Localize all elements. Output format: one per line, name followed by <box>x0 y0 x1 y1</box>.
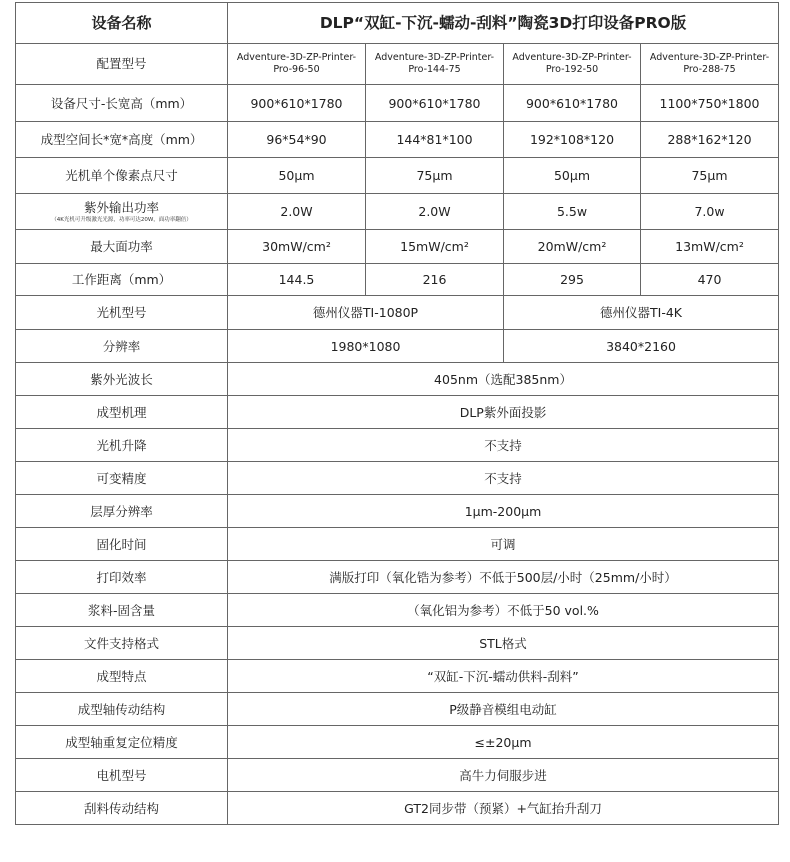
cell: 75μm <box>641 158 779 194</box>
cell: 75μm <box>366 158 504 194</box>
cell: 不支持 <box>228 462 779 495</box>
cell: DLP紫外面投影 <box>228 396 779 429</box>
cell: 50μm <box>228 158 366 194</box>
cell: 900*610*1780 <box>504 85 641 122</box>
cell: 295 <box>504 264 641 296</box>
cell: 高牛力伺服步进 <box>228 759 779 792</box>
row-label: 电机型号 <box>16 759 228 792</box>
cell: 288*162*120 <box>641 122 779 158</box>
cell: Adventure-3D-ZP-Printer-Pro-288-75 <box>641 44 779 85</box>
table-row <box>16 44 779 85</box>
cell: 德州仪器TI-1080P <box>228 296 504 330</box>
row-label: 光机升降 <box>16 429 228 462</box>
row-label: 打印效率 <box>16 561 228 594</box>
table-row <box>16 158 779 194</box>
table-row <box>16 296 779 330</box>
table-row <box>16 792 779 825</box>
cell: 405nm（选配385nm） <box>228 363 779 396</box>
cell: 可调 <box>228 528 779 561</box>
row-label: 设备尺寸-长宽高（mm） <box>16 85 228 122</box>
row-label: 成型轴重复定位精度 <box>16 726 228 759</box>
table-row <box>16 264 779 296</box>
row-label: 分辨率 <box>16 330 228 363</box>
cell: 1980*1080 <box>228 330 504 363</box>
table-row <box>16 429 779 462</box>
cell: 15mW/cm² <box>366 230 504 264</box>
table-row <box>16 726 779 759</box>
row-label: 固化时间 <box>16 528 228 561</box>
row-label: 浆料-固含量 <box>16 594 228 627</box>
cell: 德州仪器TI-4K <box>504 296 779 330</box>
spec-table <box>15 2 779 825</box>
row-label: 光机型号 <box>16 296 228 330</box>
table-row <box>16 330 779 363</box>
cell: Adventure-3D-ZP-Printer-Pro-192-50 <box>504 44 641 85</box>
table-row <box>16 230 779 264</box>
row-label: 文件支持格式 <box>16 627 228 660</box>
cell: 不支持 <box>228 429 779 462</box>
header-label: 设备名称 <box>16 3 228 44</box>
cell: 2.0W <box>366 194 504 230</box>
row-label: 配置型号 <box>16 44 228 85</box>
table-row <box>16 594 779 627</box>
page-title: DLP“双缸-下沉-蠕动-刮料”陶瓷3D打印设备PRO版 <box>228 3 779 44</box>
row-label: 光机单个像素点尺寸 <box>16 158 228 194</box>
table-row <box>16 693 779 726</box>
cell: 216 <box>366 264 504 296</box>
cell: STL格式 <box>228 627 779 660</box>
row-label: 成型机理 <box>16 396 228 429</box>
cell: ≤±20μm <box>228 726 779 759</box>
cell: 20mW/cm² <box>504 230 641 264</box>
cell: Adventure-3D-ZP-Printer-Pro-144-75 <box>366 44 504 85</box>
cell: 1μm-200μm <box>228 495 779 528</box>
table-row <box>16 528 779 561</box>
row-label-note: （4K光机可升级激光光源，功率可达20W，面功率翻倍） <box>51 216 192 223</box>
cell: （氧化铝为参考）不低于50 vol.% <box>228 594 779 627</box>
row-label: 成型空间长*宽*高度（mm） <box>16 122 228 158</box>
cell: 96*54*90 <box>228 122 366 158</box>
table-row <box>16 660 779 693</box>
cell: 900*610*1780 <box>366 85 504 122</box>
row-label-uv-power <box>16 194 228 230</box>
cell: P级静音模组电动缸 <box>228 693 779 726</box>
table-row <box>16 759 779 792</box>
row-label: 紫外光波长 <box>16 363 228 396</box>
cell: 30mW/cm² <box>228 230 366 264</box>
common-rows <box>16 363 779 825</box>
cell: 5.5w <box>504 194 641 230</box>
row-label: 成型轴传动结构 <box>16 693 228 726</box>
cell: “双缸-下沉-蠕动供料-刮料” <box>228 660 779 693</box>
table-row <box>16 363 779 396</box>
cell: 470 <box>641 264 779 296</box>
cell: 1100*750*1800 <box>641 85 779 122</box>
table-row <box>16 194 779 230</box>
cell: 900*610*1780 <box>228 85 366 122</box>
cell: 满版打印（氧化锆为参考）不低于500层/小时（25mm/小时） <box>228 561 779 594</box>
cell: 144.5 <box>228 264 366 296</box>
row-label: 刮料传动结构 <box>16 792 228 825</box>
row-label: 紫外输出功率 <box>83 199 159 215</box>
table-row <box>16 495 779 528</box>
table-row <box>16 396 779 429</box>
cell: 2.0W <box>228 194 366 230</box>
cell: 192*108*120 <box>504 122 641 158</box>
cell: 144*81*100 <box>366 122 504 158</box>
row-label: 最大面功率 <box>16 230 228 264</box>
cell: 3840*2160 <box>504 330 779 363</box>
table-row <box>16 85 779 122</box>
table-header-row <box>16 3 779 44</box>
cell: GT2同步带（预紧）+气缸抬升刮刀 <box>228 792 779 825</box>
cell: 50μm <box>504 158 641 194</box>
table-row <box>16 122 779 158</box>
table-row <box>16 561 779 594</box>
table-row <box>16 462 779 495</box>
cell: 13mW/cm² <box>641 230 779 264</box>
row-label: 可变精度 <box>16 462 228 495</box>
row-label: 层厚分辨率 <box>16 495 228 528</box>
row-label: 成型特点 <box>16 660 228 693</box>
table-row <box>16 627 779 660</box>
row-label: 工作距离（mm） <box>16 264 228 296</box>
cell: Adventure-3D-ZP-Printer-Pro-96-50 <box>228 44 366 85</box>
cell: 7.0w <box>641 194 779 230</box>
